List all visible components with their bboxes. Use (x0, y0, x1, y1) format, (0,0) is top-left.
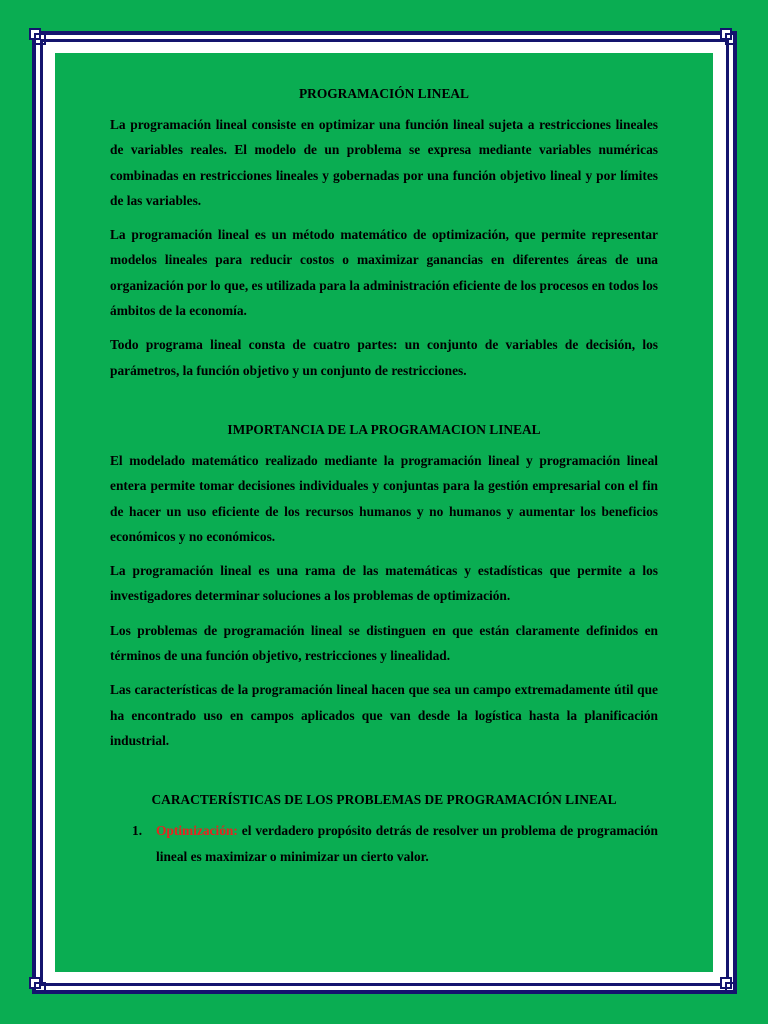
section-heading-importancia: IMPORTANCIA DE LA PROGRAMACION LINEAL (227, 421, 541, 437)
paragraph: La programación lineal consiste en optimizar una función lineal sujeta a restricciones lineales de variables reales. El modelo de un problema se expresa mediante variables numéricas combinadas en restricciones lineales y gobernadas por una función objetivo lineal y por límites de las variables. (110, 117, 658, 208)
paragraph: La programación lineal es una rama de las matemáticas y estadísticas que permite a los investigadores determinar soluciones a los problemas de optimización. (110, 563, 658, 604)
paragraph: Todo programa lineal consta de cuatro partes: un conjunto de variables de decisión, los parámetros, la función objetivo y un conjunto de restricciones. (110, 337, 658, 378)
corner-ornament-top-left (29, 28, 49, 48)
section-heading-programacion-lineal: PROGRAMACIÓN LINEAL (299, 86, 469, 101)
section-heading-caracteristicas: CARACTERÍSTICAS DE LOS PROBLEMAS DE PROGRAMACIÓN LINEAL (151, 792, 617, 808)
paragraph: La programación lineal es un método matemático de optimización, que permite representar modelos lineales para reducir costos o maximizar ganancias en diferentes áreas de una organización por lo que, es utilizada para la administración eficiente de los procesos en todos los ámbitos de la economía. (110, 227, 658, 319)
corner-ornament-bottom-right (720, 977, 740, 997)
list-number: 1. (132, 823, 143, 839)
document-content (110, 84, 658, 869)
paragraph: Las características de la programación lineal hacen que sea un campo extremadamente útil que ha encontrado uso en campos aplicados que van desde la logística hasta la planificación industrial. (110, 682, 658, 748)
corner-ornament-bottom-left (29, 977, 49, 997)
characteristics-list (110, 818, 658, 869)
paragraph: Los problemas de programación lineal se distinguen en que están claramente definidos en términos de una función objetivo, restricciones y linealidad. (110, 622, 658, 664)
list-text: el verdadero propósito detrás de resolver un problema de programación lineal es maximizar o minimizar un cierto valor. (156, 823, 658, 864)
list-term: Optimización: (156, 823, 238, 839)
corner-ornament-top-right (720, 28, 740, 48)
list-item (110, 818, 658, 869)
paragraph: El modelado matemático realizado mediante la programación lineal y programación lineal entera permite tomar decisiones individuales y conjuntas para la gestión empresarial con el fin de hacer un uso eficiente de los recursos humanos y no humanos y aumentar los beneficios económicos y no económicos. (110, 452, 658, 544)
